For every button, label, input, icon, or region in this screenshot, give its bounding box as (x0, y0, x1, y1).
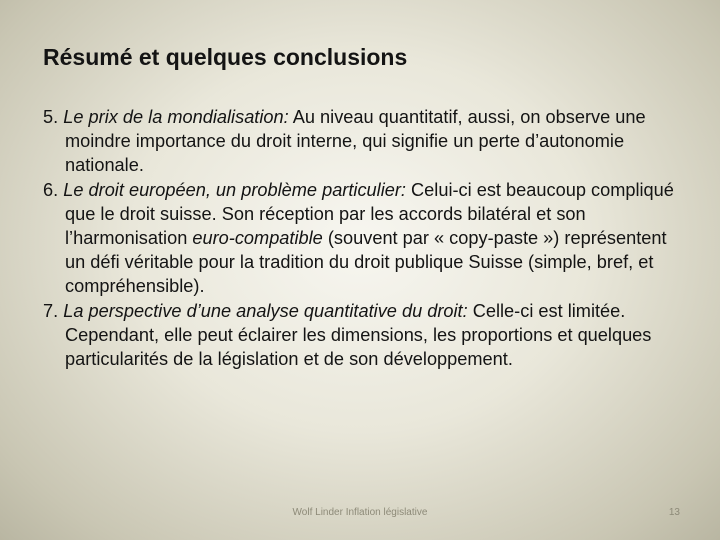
slide-body (43, 105, 683, 371)
item-heading: La perspective d’une analyse quantitative du droit: (63, 300, 468, 321)
slide-title: Résumé et quelques conclusions (43, 44, 408, 70)
item-text: Celle-ci est limitée. Cependant, elle peut éclairer les dimensions, les proportions et quelques particularités de la législation et de son développement. (65, 300, 652, 370)
conclusion-item-7 (43, 299, 683, 372)
item-text-continued: (souvent par « copy-paste ») représentent un défi véritable pour la tradition du droit publique Suisse (simple, bref, et compréhensible). (65, 228, 667, 297)
item-emphasis: euro-compatible (192, 228, 323, 249)
slide-footer: Wolf Linder Inflation législative (292, 507, 428, 518)
item-text: Celui-ci est beaucoup compliqué que le droit suisse. Son réception par les accords bilatéral et son l’harmonisation (65, 179, 674, 249)
item-heading: Le droit européen, un problème particulier: (63, 179, 406, 200)
slide-page-number: 13 (668, 507, 680, 518)
conclusion-item-6 (43, 178, 683, 299)
item-number: 5. (43, 107, 59, 127)
item-text: Au niveau quantitatif, aussi, on observe une moindre importance du droit interne, qui signifie un perte d’autonomie nationale. (65, 107, 646, 176)
item-heading: Le prix de la mondialisation: (63, 107, 289, 127)
conclusion-item-5 (43, 105, 683, 178)
item-number: 6. (43, 179, 59, 200)
item-number: 7. (43, 300, 59, 321)
